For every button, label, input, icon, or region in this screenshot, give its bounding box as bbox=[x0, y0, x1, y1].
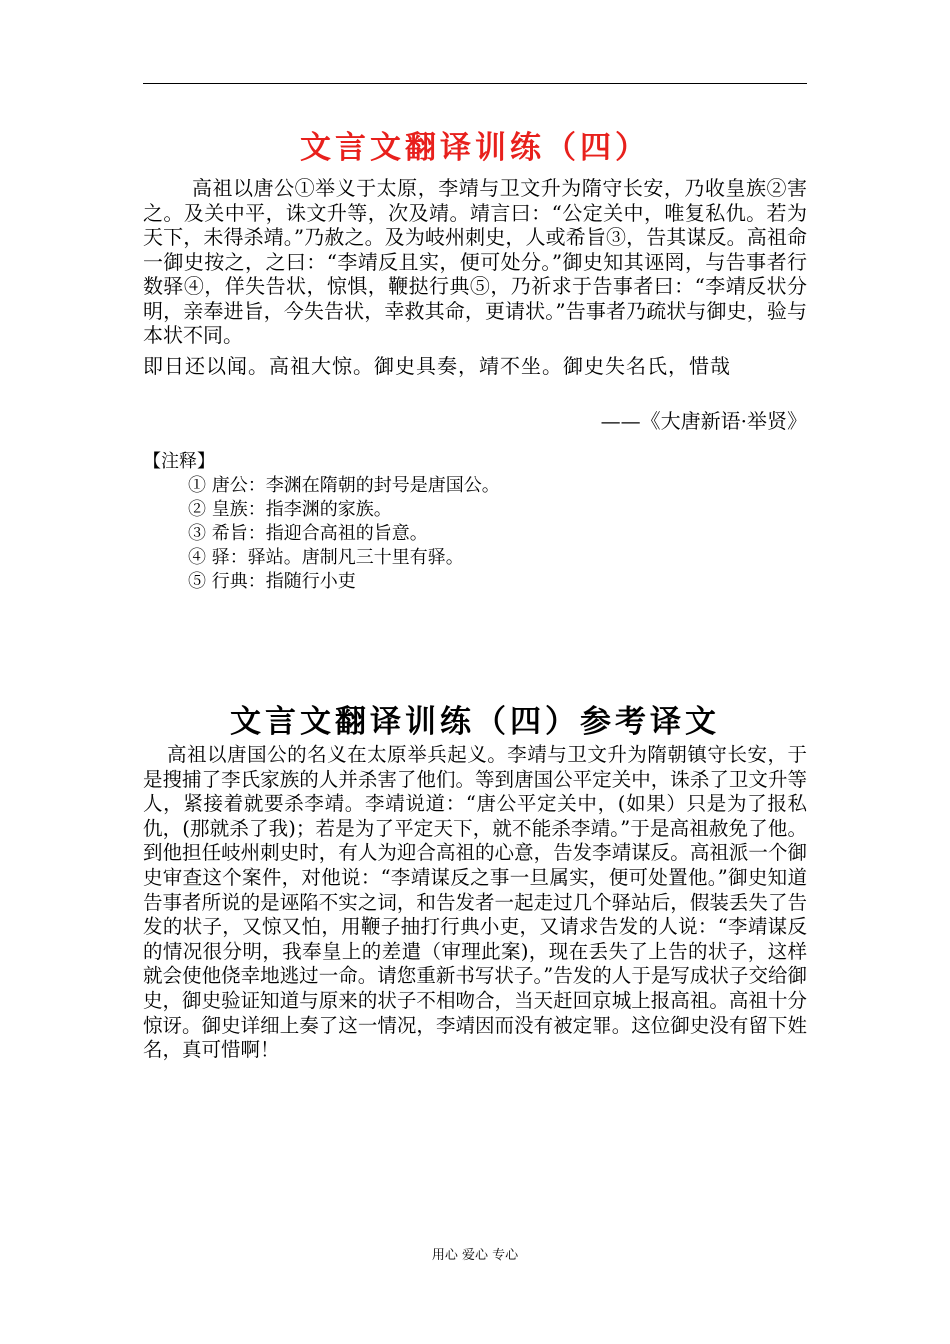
passage-last-line: 即日还以闻。高祖大惊。御史具奏，靖不坐。御史失名氏，惜哉 bbox=[143, 353, 731, 378]
translation-text: 高祖以唐国公的名义在太原举兵起义。李靖与卫文升为隋朝镇守长安，于是搜捕了李氏家族的人并杀害了他们。等到唐国公平定关中，诛杀了卫文升等人，紧接着就要杀李靖。李靖说道：“唐公平定关中，(如果）只是为了报私仇，(那就杀了我)；若是为了平定天下，就不能杀李靖。”于是高祖赦免了他。到他担任岐州刺史时，有人为迎合高祖的心意，告发李靖谋反。高祖派一个御史审查这个案件，对他说：“李靖谋反之事一旦属实，便可处置他。”御史知道告事者所说的是诬陷不实之词，和告发者一起走过几个驿站后，假装丢失了告发的状子，又惊又怕，用鞭子抽打行典小吏，又请求告发的人说：“李靖谋反的情况很分明，我奉皇上的差遣（审理此案)，现在丢失了上告的状子，这样就会使他侥幸地逃过一命。请您重新书写状子。”告发的人于是写成状子交给御史，御史验证知道与原来的状子不相吻合，当天赶回京城上报高祖。高祖十分惊讶。御史详细上奏了这一情况，李靖因而没有被定罪。这位御史没有留下姓名，真可惜啊！ bbox=[143, 743, 807, 1062]
note-item: ① 唐公：李渊在隋朝的封号是唐国公。 bbox=[188, 475, 500, 496]
passage-source: ——《大唐新语·举贤》 bbox=[600, 409, 807, 433]
notes-header: 【注释】 bbox=[143, 451, 215, 472]
classical-passage bbox=[143, 176, 807, 378]
note-item: ④ 驿：驿站。唐制凡三十里有驿。 bbox=[188, 547, 464, 568]
note-item: ⑤ 行典：指随行小吏 bbox=[188, 571, 356, 592]
passage-body: 高祖以唐公①举义于太原，李靖与卫文升为隋守长安，乃收皇族②害之。及关中平，诛文升等，次及靖。靖言曰：“公定关中，唯复私仇。若为天下，未得杀靖。”乃赦之。及为岐州刺史，人或希旨③，告其谋反。高祖命一御史按之，之曰：“李靖反且实，便可处分。”御史知其诬罔，与告事者行数驿④，佯失告状，惊惧，鞭挞行典⑤，乃祈求于告事者曰：“李靖反状分明，亲奉进旨，今失告状，幸救其命，更请状。”告事者乃疏状与御史，验与本状不同。 bbox=[143, 176, 807, 347]
notes-section bbox=[143, 450, 807, 594]
exercise-title: 文言文翻译训练（四） bbox=[300, 130, 650, 166]
note-item: ② 皇族：指李渊的家族。 bbox=[188, 499, 392, 520]
header-rule bbox=[143, 83, 807, 84]
translation-title: 文言文翻译训练（四）参考译文 bbox=[230, 704, 720, 740]
page-footer: 用心 爱心 专心 bbox=[431, 1248, 519, 1263]
note-item: ③ 希旨：指迎合高祖的旨意。 bbox=[188, 523, 428, 544]
